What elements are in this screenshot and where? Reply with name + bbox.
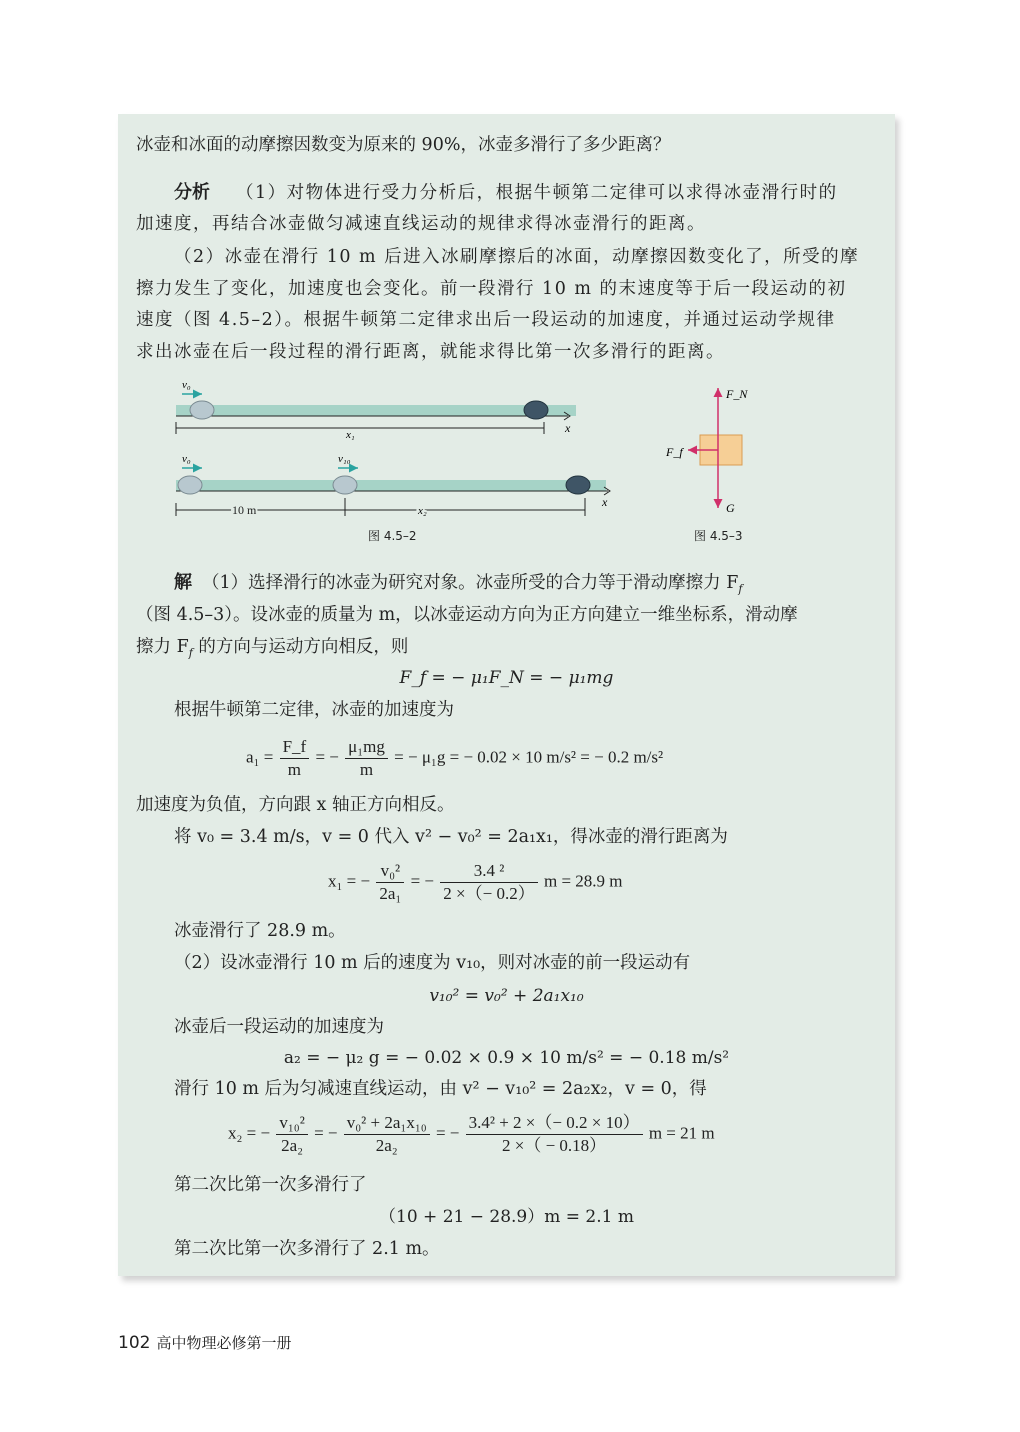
eq3-rhs: m = 28.9 m — [543, 871, 623, 891]
text-acceleration-2: 冰壶后一段运动的加速度为 — [174, 1017, 384, 1037]
analysis-line-3: （2）冰壶在滑行 10 m 后进入冰刷摩擦后的冰面，动摩擦因数变化了，所受的摩 — [174, 247, 860, 267]
eq6-mid-2: = − — [435, 1123, 460, 1143]
caption-fig-4-5-3: 图 4.5–3 — [694, 529, 743, 543]
eq6-mid-1: = − — [314, 1123, 338, 1143]
analysis-label: 分析 — [174, 182, 210, 203]
solution-label: 解 — [174, 572, 192, 593]
text-substitute: 将 v₀ = 3.4 m/s，v = 0 代入 v² − v₀² = 2a₁x₁，得冰壶的滑行距离为 — [174, 827, 728, 847]
text-negative-acceleration: 加速度为负值，方向跟 x 轴正方向相反。 — [136, 795, 455, 815]
equation-v10: v₁₀² = v₀² + 2a₁x₁₀ — [429, 986, 584, 1006]
text-second-more: 第二次比第一次多滑行了 — [174, 1175, 367, 1195]
eq2-frac-2: $\frac{\text{μ₁mg}}{m}$ — [345, 736, 388, 781]
label-v10: v₁₀ — [338, 453, 351, 465]
label-x2: x₂ — [418, 505, 427, 517]
eq3-mid: = − — [410, 871, 435, 891]
label-v0-top: v₀ — [182, 379, 191, 391]
eq2-rhs: = − μ₁g = − 0.02 × 10 m/s² = − 0.2 m/s² — [394, 747, 664, 767]
analysis-line-5: 速度（图 4.5–2）。根据牛顿第二定律求出后一段运动的加速度，并通过运动学规律 — [136, 310, 836, 330]
eq2-lhs: a₁ = — [246, 747, 274, 767]
eq2-mid: = − — [315, 747, 339, 767]
curling-stone-end-top — [524, 401, 548, 419]
curling-stone-10m — [333, 476, 357, 494]
analysis-line-1 — [174, 182, 838, 204]
text-uniform-deceleration: 滑行 10 m 后为匀减速直线运动，由 v² − v₁₀² = 2a₂x₂，v = 0，得 — [174, 1079, 707, 1099]
label-x-bottom: x — [602, 495, 608, 509]
eq6-frac-2: $\frac{\text{v₀² + 2a₁x₁₀}}{\text{2a₂}}$ — [344, 1112, 430, 1157]
analysis-text: （1）对物体进行受力分析后，根据牛顿第二定律可以求得冰壶滑行时的 — [236, 183, 838, 203]
label-v0-bottom: v₀ — [182, 453, 191, 465]
equation-friction: F_f = − μ₁F_N = − μ₁mg — [399, 668, 614, 688]
analysis-line-4: 擦力发生了变化，加速度也会变化。前一段滑行 10 m 的末速度等于后一段运动的初 — [136, 279, 847, 299]
text-newton-law: 根据牛顿第二定律，冰壶的加速度为 — [174, 700, 454, 720]
solution-text: （1）选择滑行的冰壶为研究对象。冰壶所受的合力等于滑动摩擦力 F — [202, 573, 739, 593]
eq6-lhs: x₂ = − — [228, 1123, 271, 1143]
text-result-1: 冰壶滑行了 28.9 m。 — [174, 921, 346, 941]
solution-line-2: （图 4.5–3）。设冰壶的质量为 m，以冰壶运动方向为正方向建立一维坐标系，滑动摩 — [136, 605, 798, 625]
text-final-answer: 第二次比第一次多滑行了 2.1 m。 — [174, 1239, 440, 1259]
equation-difference: （10 + 21 − 28.9）m = 2.1 m — [379, 1207, 634, 1227]
figure-4-5-3 — [660, 380, 780, 520]
analysis-line-2: 加速度，再结合冰壶做匀减速直线运动的规律求得冰壶滑行的距离。 — [136, 214, 706, 234]
eq6-frac-1: $\frac{\text{v₁₀²}}{\text{2a₂}}$ — [276, 1112, 307, 1157]
label-FN: F_N — [726, 387, 748, 401]
label-x1: x₁ — [346, 429, 355, 441]
caption-fig-4-5-2: 图 4.5–2 — [368, 529, 417, 543]
page-footer — [118, 1332, 291, 1353]
label-10m: 10 m — [232, 503, 257, 517]
equation-acceleration-1 — [246, 736, 663, 781]
subscript-f-2: f — [188, 646, 193, 660]
analysis-line-6: 求出冰壶在后一段过程的滑行距离，就能求得比第一次多滑行的距离。 — [136, 342, 725, 362]
page-number: 102 — [118, 1333, 151, 1353]
ice-track-top — [176, 405, 576, 416]
eq3-frac-2: $\frac{\text{3.4 ²}}{2 \times(- 0.2)}$ — [440, 860, 537, 905]
label-G: G — [726, 501, 735, 515]
text-part-2: （2）设冰壶滑行 10 m 后的速度为 v₁₀，则对冰壶的前一段运动有 — [174, 953, 691, 973]
eq6-rhs: m = 21 m — [648, 1123, 715, 1143]
subscript-f: f — [738, 582, 743, 596]
curling-stone-end-bottom — [566, 476, 590, 494]
book-title: 高中物理必修第一册 — [156, 1334, 292, 1352]
solution-line-3-pre: 擦力 F — [136, 637, 189, 657]
curling-stone-start-top — [190, 401, 214, 419]
eq6-frac-3: $\frac{\text{3.4² + 2 ×（− 0.2 × 10）}}{2 \times( - 0.18)}$ — [466, 1112, 643, 1157]
question-text: 冰壶和冰面的动摩擦因数变为原来的 90%，冰壶多滑行了多少距离？ — [136, 135, 671, 155]
eq2-frac-1: $\frac{F\_f}{m}$ — [280, 736, 310, 781]
figure-4-5-2 — [160, 370, 630, 545]
curling-stone-start-bottom — [178, 476, 202, 494]
solution-line-3-post: 的方向与运动方向相反，则 — [192, 637, 409, 657]
eq3-lhs: x₁ = − — [328, 871, 371, 891]
equation-acceleration-2: a₂ = − μ₂ g = − 0.02 × 0.9 × 10 m/s² = − 0.18 m/s² — [283, 1048, 730, 1068]
equation-distance-2 — [228, 1112, 715, 1157]
label-x-top: x — [565, 421, 571, 435]
ice-track-bottom — [176, 480, 606, 491]
label-Ff: F_f — [666, 445, 683, 459]
eq3-frac-1: $\frac{\text{v₀²}}{\text{2a₁}}$ — [376, 860, 404, 905]
solution-line-3 — [136, 636, 408, 665]
equation-distance-1 — [328, 860, 623, 905]
solution-line-1 — [174, 572, 742, 601]
